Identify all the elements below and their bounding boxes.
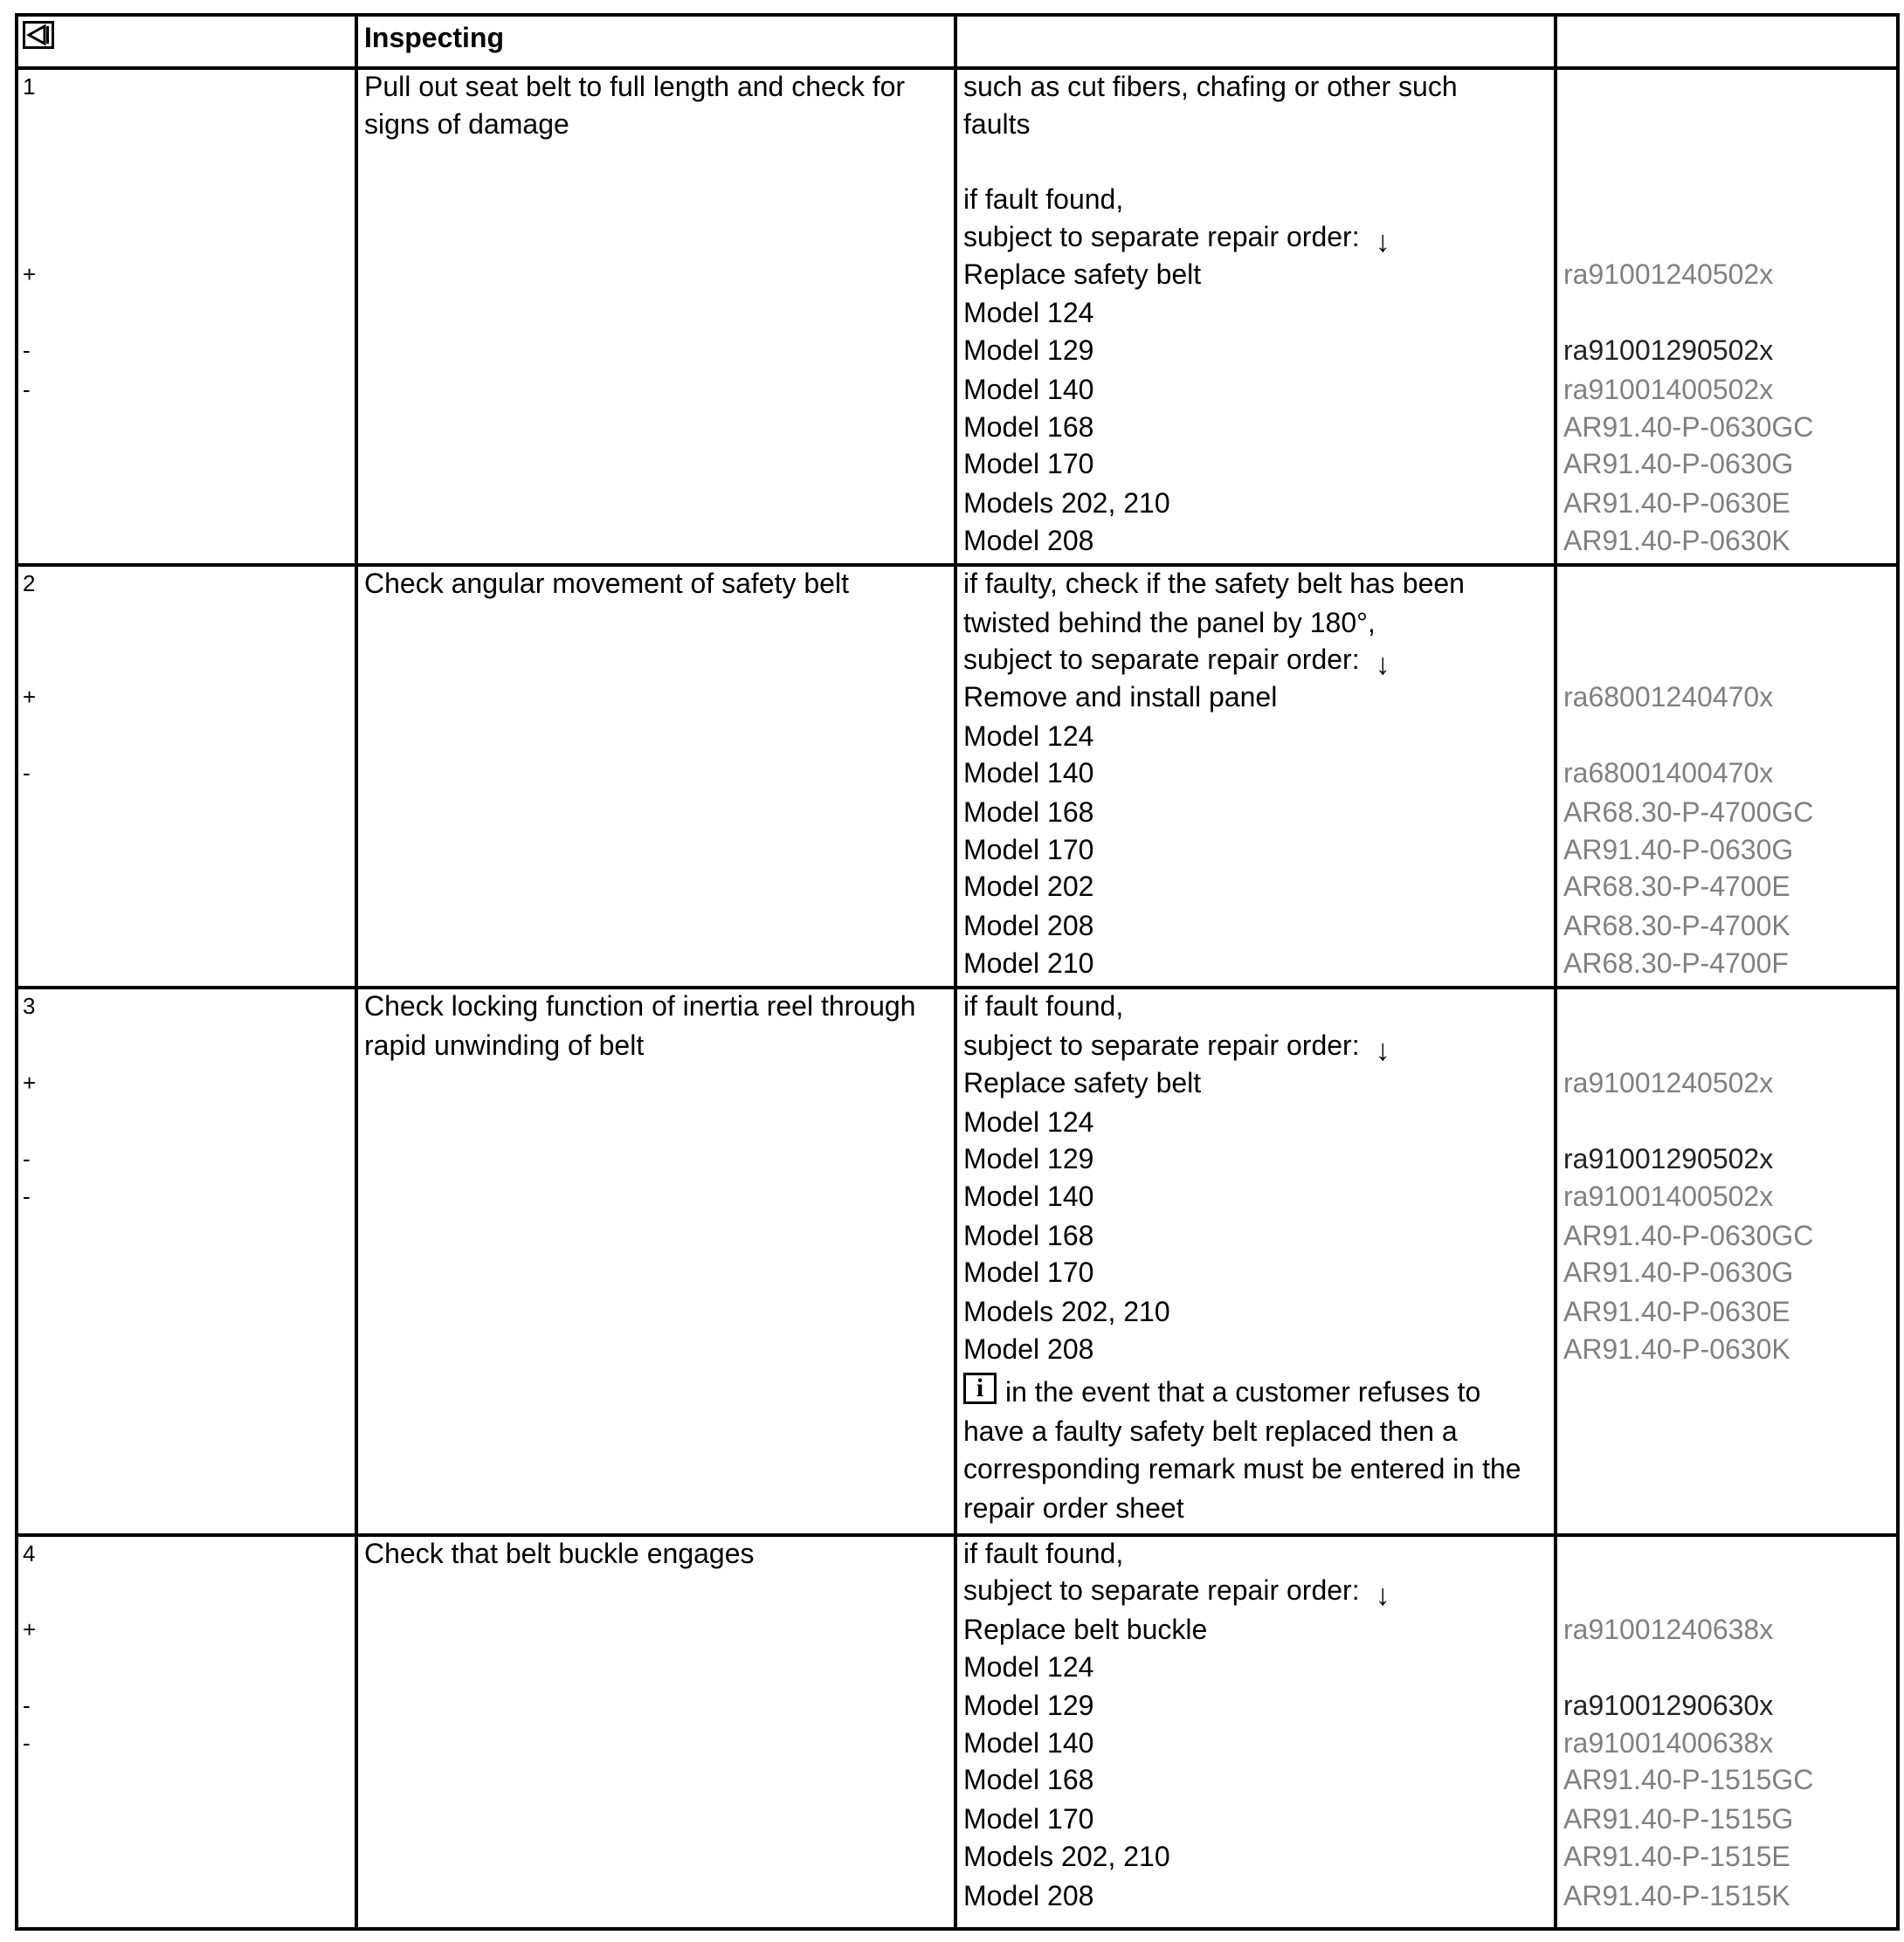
detail-text: Replace safety belt [963,258,1202,290]
model-label: Model 124 [963,297,1094,328]
detail-label: subject to separate repair order: [963,221,1360,252]
detail-text [963,1030,1390,1067]
model-label: Model 140 [963,374,1094,405]
model-label: Model 140 [963,757,1094,789]
model-label: Model 210 [963,947,1094,979]
model-label: Model 168 [963,1764,1094,1795]
step-number: 2 [23,570,36,596]
column-divider [355,17,358,1927]
note-text: in the event that a customer refuses to [1005,1376,1481,1408]
model-label: Model 170 [963,834,1094,865]
row-divider [18,563,1896,567]
reference-link[interactable]: ra91001240502x [1563,1067,1774,1098]
reference-link[interactable]: AR91.40-P-0630G [1563,834,1794,865]
step-number: 4 [23,1540,36,1567]
detail-text: Replace belt buckle [963,1614,1208,1645]
reference-link[interactable]: ra91001400638x [1563,1727,1774,1759]
model-label: Model 124 [963,1106,1094,1138]
model-label: Model 140 [963,1181,1094,1212]
model-label: Model 168 [963,411,1094,443]
step-number: 3 [23,993,36,1019]
reference-link[interactable]: AR91.40-P-0630G [1563,1257,1794,1288]
step-number: 1 [23,73,36,100]
reference-link[interactable]: ra68001240470x [1563,681,1774,713]
row-divider [18,66,1896,70]
detail-text [963,221,1390,258]
marker-minus: - [23,337,31,363]
detail-text: if fault found, [963,1538,1124,1569]
down-arrow-icon: ↓ [1375,1034,1390,1067]
reference-link[interactable]: AR91.40-P-0630K [1563,1333,1790,1365]
row-divider [18,1533,1896,1537]
task-text: rapid unwinding of belt [364,1030,645,1061]
marker-plus: + [23,1070,37,1096]
model-label: Model 168 [963,796,1094,828]
reference-link[interactable]: AR68.30-P-4700K [1563,910,1790,941]
model-label: Model 140 [963,1727,1094,1759]
model-label: Model 170 [963,1803,1094,1835]
marker-minus: - [23,1730,31,1756]
marker-plus: + [23,261,37,287]
model-label: Model 170 [963,1257,1094,1288]
column-divider [1554,17,1557,1927]
model-label: Model 129 [963,1690,1094,1721]
reference-link[interactable]: AR68.30-P-4700GC [1563,796,1814,828]
reference-link[interactable]: AR91.40-P-0630K [1563,525,1790,556]
marker-minus: - [23,1183,31,1209]
detail-text: faults [963,108,1031,140]
note-text: repair order sheet [963,1492,1184,1524]
detail-text [963,644,1390,681]
model-label: Model 168 [963,1220,1094,1251]
model-label: Model 124 [963,720,1094,752]
reference-link[interactable]: AR91.40-P-0630GC [1563,1220,1814,1251]
inspection-table [15,13,1900,1931]
reference-link[interactable]: AR91.40-P-1515G [1563,1803,1794,1835]
detail-text: if fault found, [963,990,1124,1022]
back-arrow-icon[interactable] [23,21,54,49]
reference-link[interactable]: AR68.30-P-4700E [1563,871,1790,902]
reference-link[interactable]: AR91.40-P-1515GC [1563,1764,1814,1795]
column-divider [954,17,957,1927]
task-text: signs of damage [364,108,569,140]
reference-link[interactable]: ra91001290502x [1563,334,1774,366]
reference-link[interactable]: AR68.30-P-4700F [1563,947,1789,979]
reference-link[interactable]: ra91001240638x [1563,1614,1774,1645]
info-note [963,1376,1480,1408]
reference-link[interactable]: ra68001400470x [1563,757,1774,789]
reference-link[interactable]: AR91.40-P-1515K [1563,1880,1790,1911]
reference-link[interactable]: ra91001290630x [1563,1690,1774,1721]
detail-text: such as cut fibers, chafing or other such [963,71,1458,102]
detail-text: twisted behind the panel by 180°, [963,607,1376,638]
task-text: Pull out seat belt to full length and check for [364,71,906,102]
model-label: Models 202, 210 [963,487,1170,519]
task-text: Check that belt buckle engages [364,1538,755,1569]
model-label: Model 124 [963,1651,1094,1683]
down-arrow-icon: ↓ [1375,1579,1390,1612]
marker-minus: - [23,760,31,786]
reference-link[interactable]: ra91001240502x [1563,258,1774,290]
marker-plus: + [23,1616,37,1642]
model-label: Model 208 [963,1333,1094,1365]
model-label: Model 129 [963,334,1094,366]
detail-text: if fault found, [963,183,1124,215]
reference-link[interactable]: AR91.40-P-0630GC [1563,411,1814,443]
marker-minus: - [23,1692,31,1718]
note-text: have a faulty safety belt replaced then a [963,1415,1458,1447]
reference-link[interactable]: AR91.40-P-0630G [1563,448,1794,479]
detail-label: subject to separate repair order: [963,1030,1360,1061]
down-arrow-icon: ↓ [1375,648,1390,681]
reference-link[interactable]: ra91001400502x [1563,374,1774,405]
model-label: Model 202 [963,871,1094,902]
reference-link[interactable]: ra91001290502x [1563,1143,1774,1174]
model-label: Model 208 [963,1880,1094,1911]
detail-label: subject to separate repair order: [963,1574,1360,1606]
detail-text [963,1574,1390,1612]
model-label: Models 202, 210 [963,1841,1170,1872]
reference-link[interactable]: AR91.40-P-0630E [1563,487,1790,519]
detail-text: if faulty, check if the safety belt has been [963,568,1465,599]
detail-text: Remove and install panel [963,681,1278,713]
model-label: Model 208 [963,910,1094,941]
model-label: Model 170 [963,448,1094,479]
row-divider [18,986,1896,989]
marker-plus: + [23,684,37,710]
detail-text: Replace safety belt [963,1067,1202,1098]
model-label: Model 208 [963,525,1094,556]
marker-minus: - [23,376,31,403]
note-text: corresponding remark must be entered in the [963,1453,1521,1484]
reference-link[interactable]: AR91.40-P-0630E [1563,1296,1790,1327]
task-text: Check locking function of inertia reel through [364,990,916,1022]
reference-link[interactable]: AR91.40-P-1515E [1563,1841,1790,1872]
model-label: Model 129 [963,1143,1094,1174]
detail-label: subject to separate repair order: [963,644,1360,675]
down-arrow-icon: ↓ [1375,225,1390,258]
table-title: Inspecting [364,22,505,53]
reference-link[interactable]: ra91001400502x [1563,1181,1774,1212]
info-icon: i [963,1373,997,1404]
model-label: Models 202, 210 [963,1296,1170,1327]
task-text: Check angular movement of safety belt [364,568,849,599]
marker-minus: - [23,1146,31,1172]
